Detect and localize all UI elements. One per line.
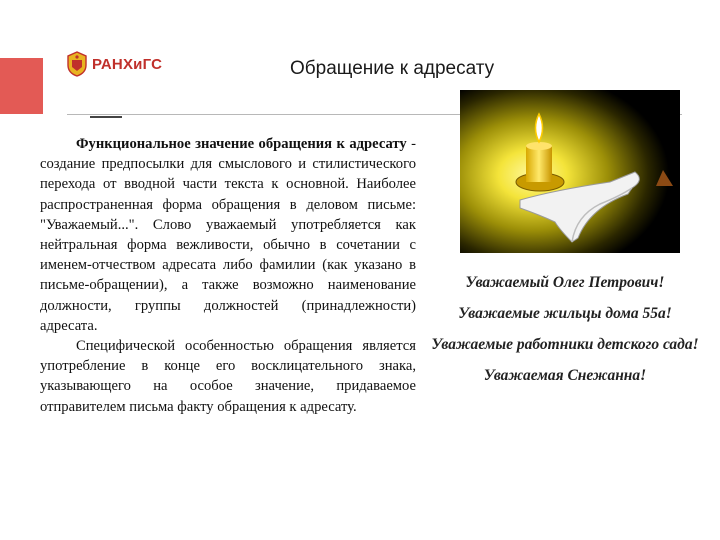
example-item: Уважаемая Снежанна! [483,367,647,384]
body-text [40,134,416,417]
slide-title: Обращение к адресату [290,58,495,79]
example-item: Уважаемые жильцы дома 55а! [458,305,672,322]
logo-text: РАНХиГС [92,55,163,73]
logo [66,51,162,77]
paragraph-2: Специфической особенностью обращения является употребление в конце его восклицательного знака, указывающего на особое значение, придаваемое отправителем письма факту обращения к адресату. [40,338,416,415]
accent-bar [0,58,43,114]
title-divider-accent [90,116,122,118]
paragraph-1-rest: - создание предпосылки для смыслового и стилистического перехода от вводной части текста к основной. Наиболее распространенная форма обращения в деловом письме: "Уважаемый...". Слово уважаемый употребляется как нейтральная форма вежливости, обычно в сочетании с именем-отчеством адресата либо фамилии (как указано в письме-обращении), а также возможно наименование должности, группы должностей (принадлежности) адресата. [40,136,416,334]
examples-list [430,272,700,396]
candle-illustration [460,90,680,253]
paragraph-1 [40,134,416,336]
emblem-icon [66,51,88,77]
paragraph-1-lead: Функциональное значение обращения к адресату [76,136,407,152]
example-item: Уважаемые работники детского сада! [431,336,699,353]
example-item: Уважаемый Олег Петрович! [465,274,665,291]
candle-scroll-illustration [460,90,680,253]
